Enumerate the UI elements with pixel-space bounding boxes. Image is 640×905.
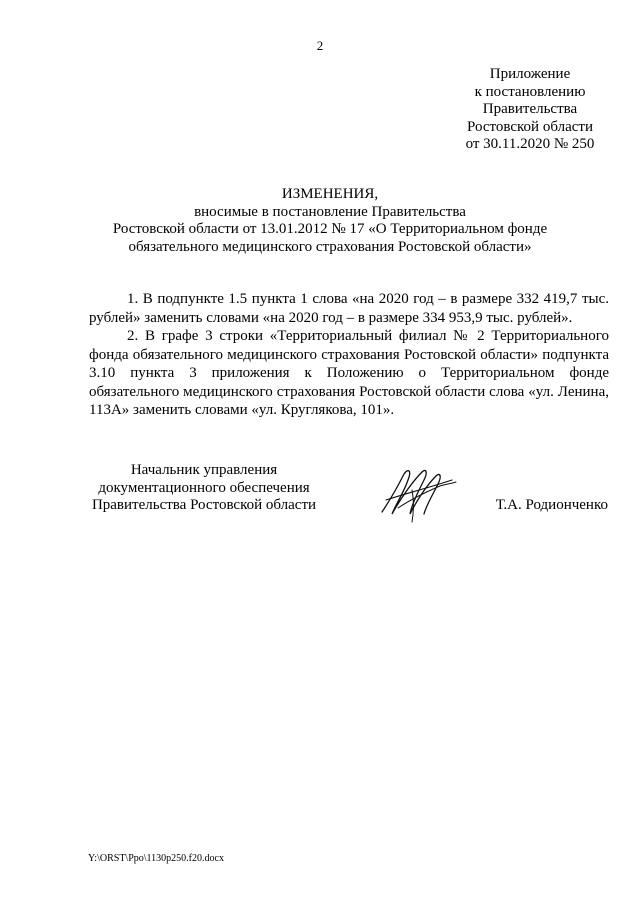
appendix-line: от 30.11.2020 № 250 [465,136,595,152]
title-line: вносимые в постановление Правительства [194,203,466,220]
appendix-header [430,66,630,154]
appendix-line: Правительства [482,101,578,117]
paragraph-2: 2. В графе 3 строки «Территориальный филиал № 2 Территориального фонда обязательного медицинского страхования Ростовской области» подпункта 3.10 пункта 3 приложения к Положению о Территориальном фонде обязательного медицинского страхования Ростовской области слова «ул. Ленина, 113А» заменить словами «ул. Круглякова, 101». [89,328,609,418]
title-line: Ростовской области от 13.01.2012 № 17 «О Территориальном фонде [112,221,548,237]
paragraph-1: 1. В подпункте 1.5 пункта 1 слова «на 2020 год – в размере 332 419,7 тыс. рублей» заменить словами «на 2020 год – в размере 334 953,9 тыс. рублей». [89,291,609,326]
document-title [100,186,560,256]
document-body [89,290,609,420]
handwritten-signature [368,460,468,530]
title-line: обязательного медицинского страхования Ростовской области» [128,238,532,255]
file-path: Y:\ORST\Ppo\1130p250.f20.docx [88,853,224,864]
position-line: Правительства Ростовской области [91,497,317,513]
position-line: Начальник управления [130,462,278,478]
signatory-name: Т.А. Родионченко [495,497,608,513]
page-number: 2 [316,38,324,53]
signatory-position [86,462,322,515]
title-heading: ИЗМЕНЕНИЯ, [281,186,379,202]
position-line: документационного обеспечения [98,479,310,496]
appendix-line: Ростовской области [467,118,593,135]
appendix-line: к постановлению [474,83,586,100]
appendix-line: Приложение [489,66,571,82]
